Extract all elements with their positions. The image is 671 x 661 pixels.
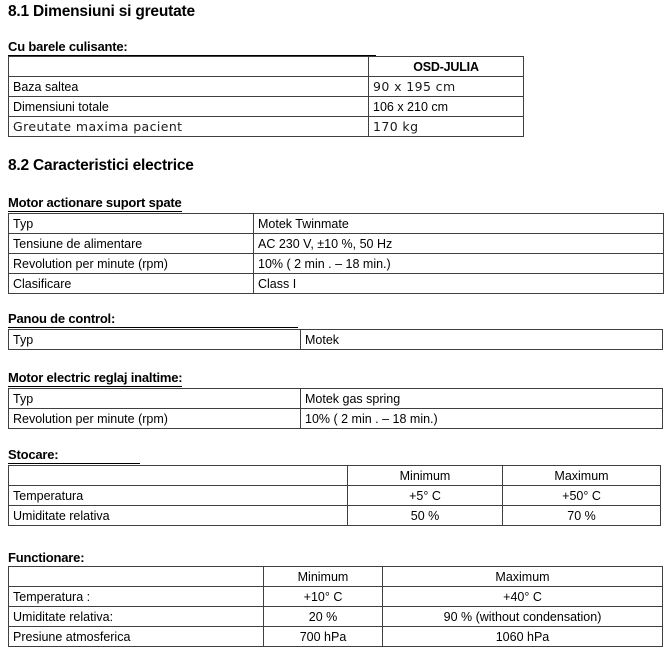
empty-header-cell bbox=[9, 567, 264, 587]
table-header-row bbox=[9, 466, 661, 486]
heading-cu-barele bbox=[8, 38, 376, 56]
table-motor-inaltime bbox=[8, 388, 663, 429]
cell-label: Presiune atmosferica bbox=[9, 627, 264, 647]
cell-min: 20 % bbox=[264, 607, 383, 627]
cell-label: Typ bbox=[9, 214, 254, 234]
cell-value: 90 x 195 cm bbox=[369, 77, 524, 97]
table-row bbox=[9, 506, 661, 526]
cell-label: Dimensiuni totale bbox=[9, 97, 369, 117]
cell-label: Typ bbox=[9, 389, 301, 409]
heading-functionare bbox=[8, 549, 104, 567]
cell-max: 90 % (without condensation) bbox=[383, 607, 663, 627]
table-row bbox=[9, 77, 524, 97]
table-row bbox=[9, 587, 663, 607]
table-row bbox=[9, 274, 664, 294]
cell-value: 106 x 210 cm bbox=[369, 97, 524, 117]
cell-max: 1060 hPa bbox=[383, 627, 663, 647]
cell-label: Clasificare bbox=[9, 274, 254, 294]
heading-panou bbox=[8, 310, 298, 328]
table-row bbox=[9, 330, 663, 350]
heading-functionare-text: Functionare: bbox=[8, 550, 104, 567]
section-title-8-1: 8.1 Dimensiuni si greutate bbox=[8, 3, 195, 20]
cell-label: Temperatura bbox=[9, 486, 348, 506]
table-row bbox=[9, 409, 663, 429]
maximum-header-cell: Maximum bbox=[383, 567, 663, 587]
cell-max: +50° C bbox=[503, 486, 661, 506]
cell-label: Tensiune de alimentare bbox=[9, 234, 254, 254]
empty-header-cell bbox=[9, 57, 369, 77]
cell-value: 10% ( 2 min . – 18 min.) bbox=[301, 409, 663, 429]
cell-max: +40° C bbox=[383, 587, 663, 607]
minimum-header-cell: Minimum bbox=[348, 466, 503, 486]
cell-label: Revolution per minute (rpm) bbox=[9, 409, 301, 429]
cell-label: Typ bbox=[9, 330, 301, 350]
table-stocare bbox=[8, 465, 661, 526]
cell-value: AC 230 V, ±10 %, 50 Hz bbox=[254, 234, 664, 254]
heading-stocare bbox=[8, 446, 140, 464]
table-row bbox=[9, 607, 663, 627]
table-row bbox=[9, 486, 661, 506]
table-panou bbox=[8, 329, 663, 350]
cell-label: Baza saltea bbox=[9, 77, 369, 97]
cell-label: Temperatura : bbox=[9, 587, 264, 607]
table-row bbox=[9, 254, 664, 274]
minimum-header-cell: Minimum bbox=[264, 567, 383, 587]
table-row bbox=[9, 97, 524, 117]
table-header-row bbox=[9, 567, 663, 587]
table-motor-spate bbox=[8, 213, 664, 294]
cell-label: Umiditate relativa bbox=[9, 506, 348, 526]
table-row bbox=[9, 117, 524, 137]
table-row bbox=[9, 627, 663, 647]
maximum-header-cell: Maximum bbox=[503, 466, 661, 486]
cell-label: Umiditate relativa: bbox=[9, 607, 264, 627]
cell-min: 50 % bbox=[348, 506, 503, 526]
table-culisante bbox=[8, 56, 524, 137]
cell-value: Motek Twinmate bbox=[254, 214, 664, 234]
cell-value: Motek bbox=[301, 330, 663, 350]
table-row bbox=[9, 389, 663, 409]
table-row bbox=[9, 214, 664, 234]
heading-motor-spate-text: Motor actionare suport spate bbox=[8, 195, 182, 210]
table-functionare bbox=[8, 566, 663, 647]
heading-stocare-text: Stocare: bbox=[8, 447, 140, 464]
cell-min: 700 hPa bbox=[264, 627, 383, 647]
cell-min: +5° C bbox=[348, 486, 503, 506]
section-title-8-2: 8.2 Caracteristici electrice bbox=[8, 157, 194, 174]
osd-julia-header-cell: OSD-JULIA bbox=[369, 57, 524, 77]
cell-value: Class I bbox=[254, 274, 664, 294]
cell-max: 70 % bbox=[503, 506, 661, 526]
cell-min: +10° C bbox=[264, 587, 383, 607]
cell-value: 170 kg bbox=[369, 117, 524, 137]
heading-cu-barele-text: Cu barele culisante: bbox=[8, 39, 376, 56]
table-header-row bbox=[9, 57, 524, 77]
heading-motor-inaltime bbox=[8, 369, 182, 387]
cell-value: Motek gas spring bbox=[301, 389, 663, 409]
cell-value: 10% ( 2 min . – 18 min.) bbox=[254, 254, 664, 274]
heading-motor-spate bbox=[8, 194, 182, 212]
table-row bbox=[9, 234, 664, 254]
heading-motor-inaltime-text: Motor electric reglaj inaltime: bbox=[8, 370, 183, 385]
heading-panou-text: Panou de control: bbox=[8, 311, 298, 328]
cell-label: Greutate maxima pacient bbox=[9, 117, 369, 137]
cell-label: Revolution per minute (rpm) bbox=[9, 254, 254, 274]
empty-header-cell bbox=[9, 466, 348, 486]
